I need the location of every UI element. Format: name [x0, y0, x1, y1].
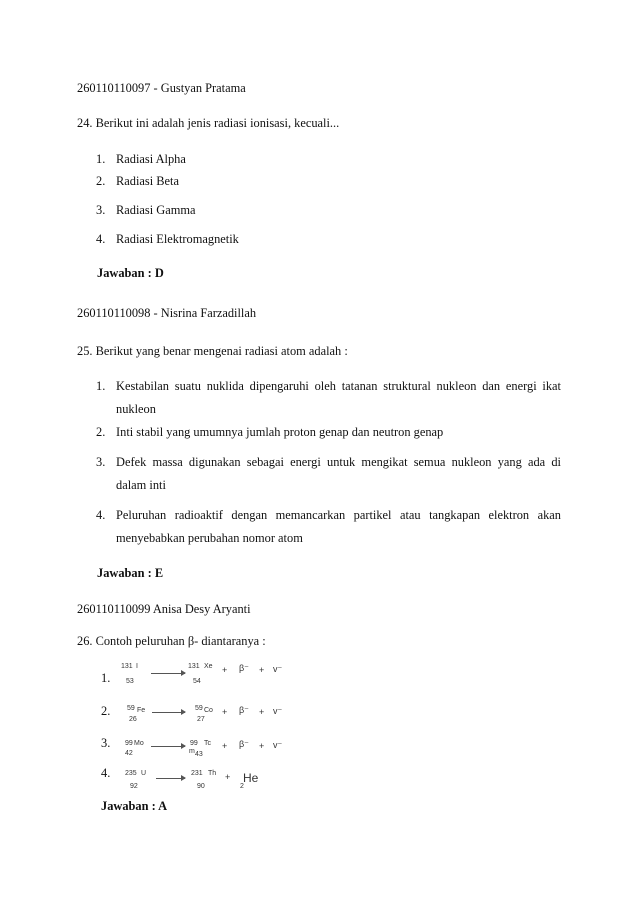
daughter-atomic-number: 90 — [197, 783, 205, 790]
parent-atomic-number: 42 — [125, 750, 133, 757]
question-24: 24. Berikut ini adalah jenis radiasi ionisasi, kecuali... — [77, 116, 340, 130]
option-number: 3. — [96, 203, 106, 217]
daughter-atomic-number: 27 — [197, 716, 205, 723]
author-line: 260110110097 - Gustyan Pratama — [77, 81, 246, 95]
decay-equation-2 — [118, 704, 308, 732]
beta-particle: β⁻ — [239, 663, 249, 673]
plus-sign: + — [222, 707, 228, 717]
plus-sign: + — [259, 707, 265, 717]
option-text-continued: menyebabkan perubahan nomor atom — [116, 531, 303, 545]
option-number: 4. — [96, 232, 106, 246]
plus-sign: + — [259, 665, 265, 675]
parent-mass: 131 — [121, 663, 133, 670]
answer-25: Jawaban : E — [97, 566, 164, 580]
decay-equation-4 — [118, 768, 308, 796]
option-number: 1. — [101, 671, 111, 685]
option-text: Radiasi Beta — [116, 174, 179, 188]
parent-mass: 235 — [125, 770, 137, 777]
option-number: 2. — [101, 704, 111, 718]
beta-particle: β⁻ — [239, 705, 249, 715]
arrow-icon — [156, 778, 185, 779]
parent-symbol: I — [136, 663, 138, 670]
question-26: 26. Contoh peluruhan β- diantaranya : — [77, 634, 266, 648]
daughter-mass: 59 — [195, 705, 203, 712]
option-number: 4. — [101, 766, 111, 780]
arrow-icon — [152, 712, 185, 713]
parent-symbol: Fe — [137, 707, 146, 714]
option-text-continued: nukleon — [116, 402, 156, 416]
option-text: Radiasi Elektromagnetik — [116, 232, 239, 246]
daughter-atomic-number: 54 — [193, 678, 201, 685]
option-number: 4. — [96, 508, 106, 522]
question-25: 25. Berikut yang benar mengenai radiasi atom adalah : — [77, 344, 348, 358]
option-text-continued: dalam inti — [116, 478, 166, 492]
parent-atomic-number: 53 — [126, 678, 134, 685]
plus-sign: + — [225, 772, 231, 782]
daughter-symbol: Xe — [204, 663, 213, 670]
decay-equation-1 — [118, 662, 308, 690]
parent-atomic-number: 92 — [130, 783, 138, 790]
antineutrino: v⁻ — [273, 740, 283, 750]
antineutrino: v⁻ — [273, 664, 283, 674]
metastable-marker: m — [189, 748, 195, 755]
daughter-symbol: Tc — [204, 740, 211, 747]
plus-sign: + — [259, 741, 265, 751]
option-text: Peluruhan radioaktif dengan memancarkan partikel atau tangkapan elektron akan — [116, 508, 561, 522]
daughter-symbol: Th — [208, 770, 217, 777]
option-number: 2. — [96, 174, 106, 188]
option-number: 3. — [96, 455, 106, 469]
plus-sign: + — [222, 741, 228, 751]
antineutrino: v⁻ — [273, 706, 283, 716]
daughter-mass: 131 — [188, 663, 200, 670]
parent-mass: 59 — [127, 705, 135, 712]
parent-symbol: Mo — [134, 740, 144, 747]
author-line: 260110110098 - Nisrina Farzadillah — [77, 306, 257, 320]
helium-atomic-number: 2 — [240, 783, 244, 790]
daughter-atomic-number: 43 — [195, 751, 203, 758]
beta-particle: β⁻ — [239, 739, 249, 749]
option-number: 1. — [96, 152, 106, 166]
parent-atomic-number: 26 — [129, 716, 137, 723]
option-number: 3. — [101, 736, 111, 750]
option-text: Radiasi Alpha — [116, 152, 186, 166]
plus-sign: + — [222, 665, 228, 675]
option-text: Inti stabil yang umumnya jumlah proton genap dan neutron genap — [116, 425, 444, 439]
arrow-icon — [151, 746, 185, 747]
arrow-icon — [151, 673, 185, 674]
daughter-symbol: Co — [204, 707, 213, 714]
answer-26: Jawaban : A — [101, 799, 168, 813]
option-text: Defek massa digunakan sebagai energi untuk mengikat semua nukleon yang ada di — [116, 455, 561, 469]
decay-equation-3 — [118, 737, 308, 765]
option-text: Radiasi Gamma — [116, 203, 196, 217]
daughter-mass: 231 — [191, 770, 203, 777]
parent-mass: 99 — [125, 740, 133, 747]
answer-24: Jawaban : D — [97, 266, 164, 280]
option-number: 1. — [96, 379, 106, 393]
daughter-mass: 99 — [190, 740, 198, 747]
helium-symbol: He — [243, 771, 259, 785]
author-line: 260110110099 Anisa Desy Aryanti — [77, 602, 251, 616]
parent-symbol: U — [141, 770, 147, 777]
option-text: Kestabilan suatu nuklida dipengaruhi oleh tatanan struktural nukleon dan energi ikat — [116, 379, 561, 393]
option-number: 2. — [96, 425, 106, 439]
